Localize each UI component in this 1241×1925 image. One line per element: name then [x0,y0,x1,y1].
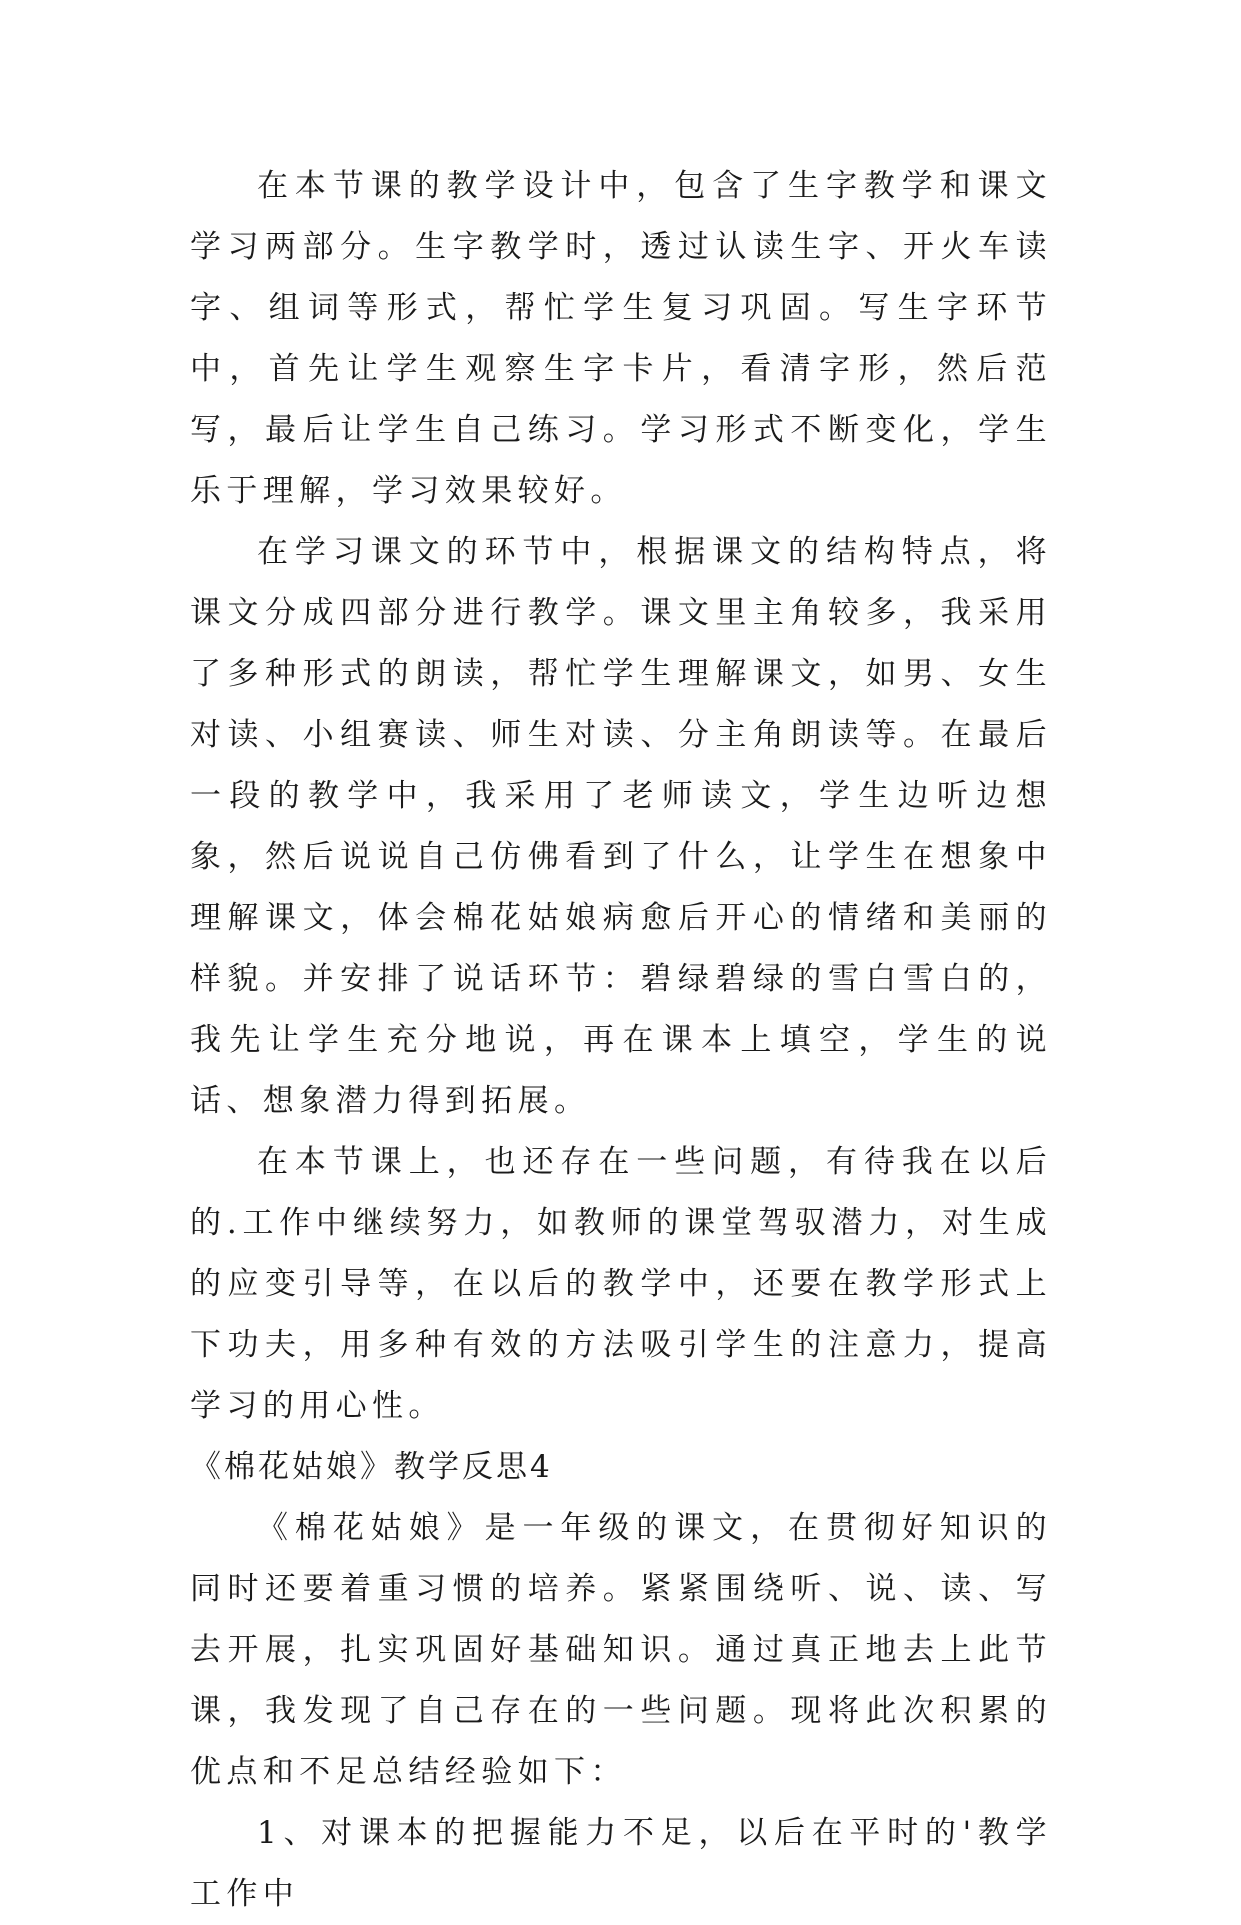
section-heading: 《棉花姑娘》教学反思4 [190,1449,553,1485]
paragraph-1: 在本节课的教学设计中，包含了生字教学和课文学习两部分。生字教学时，透过认读生字、开火车读字、组词等形式，帮忙学生复习巩固。写生字环节中，首先让学生观察生字卡片，看清字形，然后范写，最后让学生自己练习。学习形式不断变化，学生乐于理解，学习效果较好。 [190,168,1052,509]
paragraph-3: 在本节课上，也还存在一些问题，有待我在以后的.工作中继续努力，如教师的课堂驾驭潜力，对生成的应变引导等，在以后的教学中，还要在教学形式上下功夫，用多种有效的方法吸引学生的注意力，提高学习的用心性。 [190,1144,1052,1424]
paragraph-4: 《棉花姑娘》是一年级的课文，在贯彻好知识的同时还要着重习惯的培养。紧紧围绕听、说、读、写去开展，扎实巩固好基础知识。通过真正地去上此节课，我发现了自己存在的一些问题。现将此次积累的优点和不足总结经验如下： [190,1510,1052,1790]
paragraph-5: 1、对课本的把握能力不足，以后在平时的'教学工作中 [190,1815,1052,1912]
paragraph-2: 在学习课文的环节中，根据课文的结构特点，将课文分成四部分进行教学。课文里主角较多，我采用了多种形式的朗读，帮忙学生理解课文，如男、女生对读、小组赛读、师生对读、分主角朗读等。在最后一段的教学中，我采用了老师读文，学生边听边想象，然后说说自己仿佛看到了什么，让学生在想象中理解课文，体会棉花姑娘病愈后开心的情绪和美丽的样貌。并安排了说话环节：碧绿碧绿的雪白雪白的，我先让学生充分地说，再在课本上填空，学生的说话、想象潜力得到拓展。 [190,534,1052,1119]
document-page [190,156,1052,1925]
